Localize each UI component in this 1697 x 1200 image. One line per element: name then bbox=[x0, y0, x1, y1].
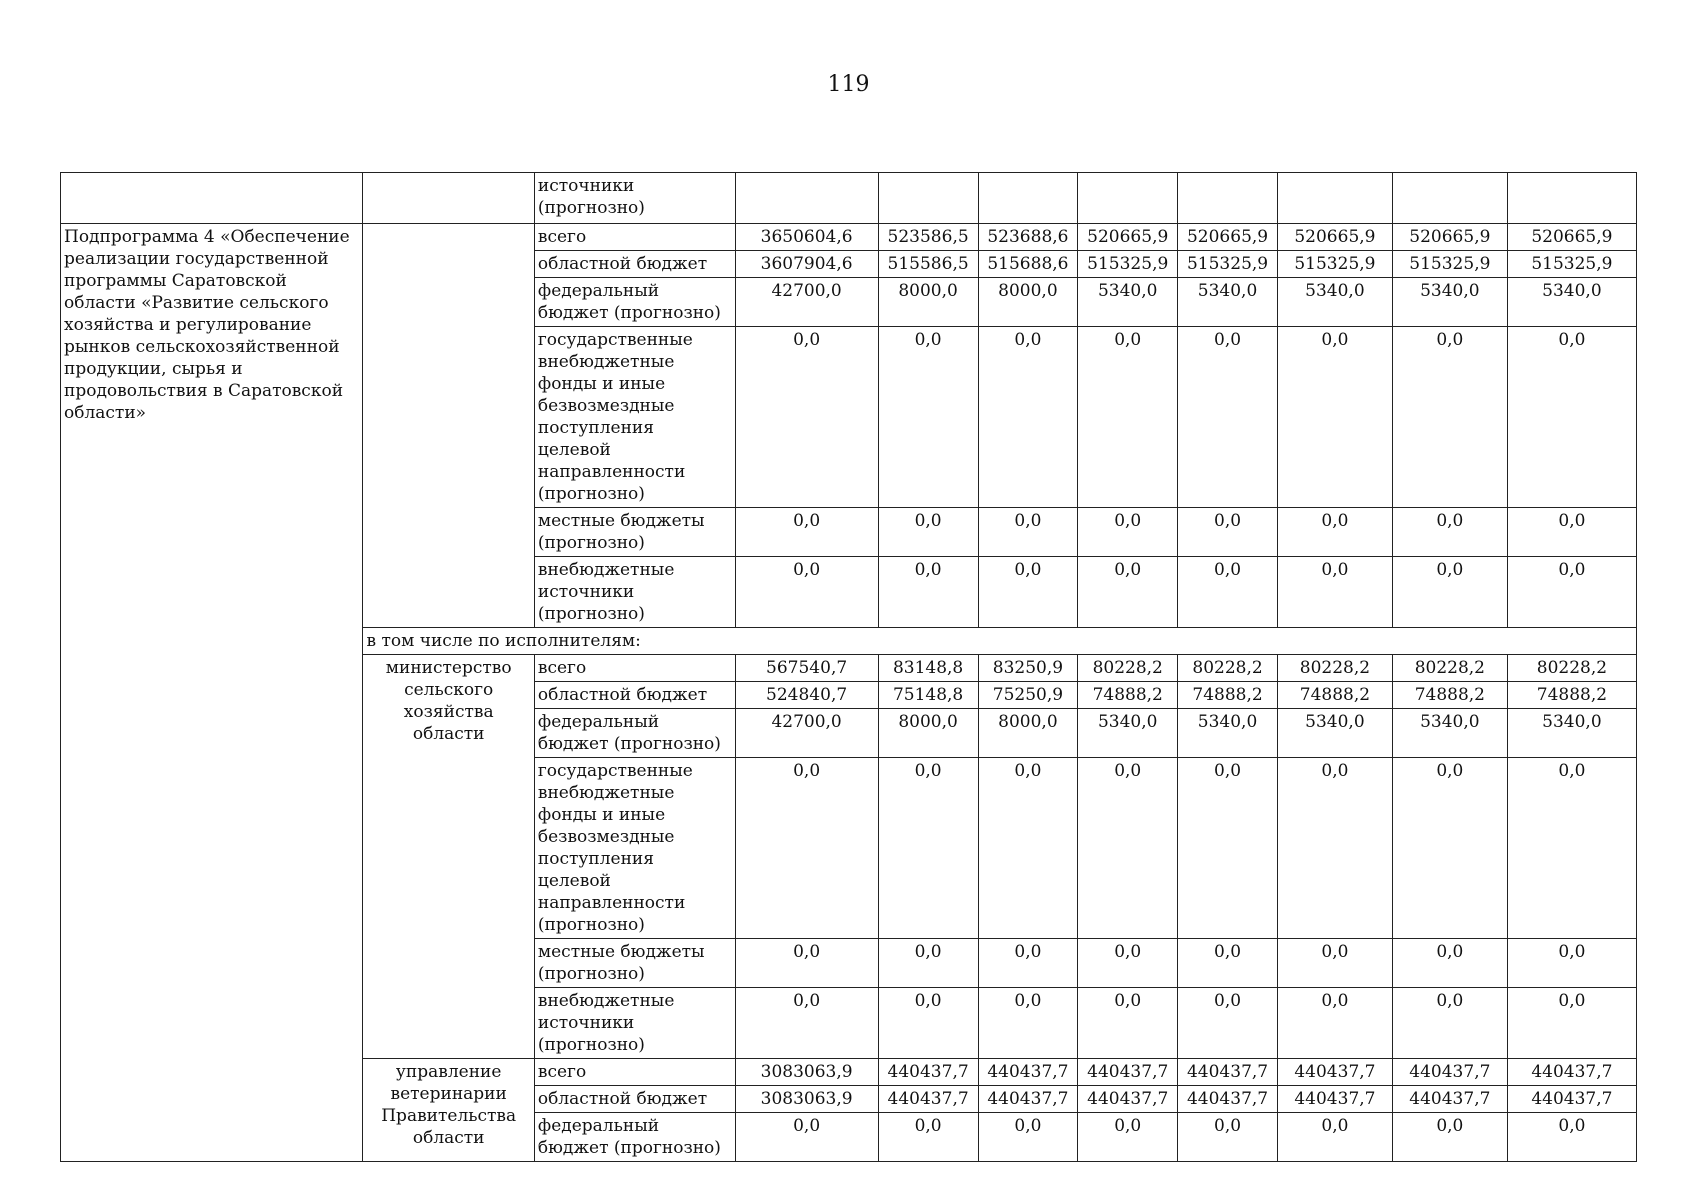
value-cell: 0,0 bbox=[1078, 508, 1178, 557]
value-cell: 0,0 bbox=[1277, 1113, 1392, 1162]
value-cell: 0,0 bbox=[978, 758, 1078, 939]
value-cell: 74888,2 bbox=[1507, 682, 1636, 709]
source-cell: источники (прогнозно) bbox=[534, 173, 735, 224]
value-cell: 440437,7 bbox=[1277, 1059, 1392, 1086]
value-cell: 0,0 bbox=[878, 508, 978, 557]
value-cell: 80228,2 bbox=[1507, 655, 1636, 682]
value-cell: 440437,7 bbox=[878, 1086, 978, 1113]
value-cell: 75148,8 bbox=[878, 682, 978, 709]
value-cell: 0,0 bbox=[1178, 988, 1278, 1059]
value-cell: 0,0 bbox=[878, 758, 978, 939]
value-cell: 0,0 bbox=[978, 939, 1078, 988]
value-cell: 0,0 bbox=[878, 988, 978, 1059]
value-cell: 520665,9 bbox=[1392, 224, 1507, 251]
value-cell: 0,0 bbox=[1078, 557, 1178, 628]
value-cell: 0,0 bbox=[978, 508, 1078, 557]
value-cell: 515325,9 bbox=[1507, 251, 1636, 278]
value-cell: 440437,7 bbox=[1507, 1059, 1636, 1086]
executor-name-cell: министерство сельского хозяйства области bbox=[363, 655, 534, 1059]
value-cell: 8000,0 bbox=[878, 278, 978, 327]
value-cell: 515325,9 bbox=[1078, 251, 1178, 278]
value-cell: 83250,9 bbox=[978, 655, 1078, 682]
value-cell: 8000,0 bbox=[878, 709, 978, 758]
value-cell: 74888,2 bbox=[1078, 682, 1178, 709]
value-cell: 0,0 bbox=[735, 557, 878, 628]
value-cell: 75250,9 bbox=[978, 682, 1078, 709]
page-number: 119 bbox=[827, 72, 870, 97]
value-cell: 0,0 bbox=[1507, 988, 1636, 1059]
value-cell: 0,0 bbox=[1277, 327, 1392, 508]
value-cell: 5340,0 bbox=[1507, 278, 1636, 327]
value-cell: 5340,0 bbox=[1392, 709, 1507, 758]
value-cell: 0,0 bbox=[978, 988, 1078, 1059]
value-cell: 515325,9 bbox=[1392, 251, 1507, 278]
value-cell: 5340,0 bbox=[1078, 709, 1178, 758]
value-cell: 0,0 bbox=[978, 1113, 1078, 1162]
value-cell: 0,0 bbox=[1277, 758, 1392, 939]
value-cell: 0,0 bbox=[1178, 1113, 1278, 1162]
value-cell: 5340,0 bbox=[1392, 278, 1507, 327]
source-cell: областной бюджет bbox=[534, 251, 735, 278]
source-cell: федеральный бюджет (прогнозно) bbox=[534, 278, 735, 327]
value-cell: 3083063,9 bbox=[735, 1086, 878, 1113]
value-cell: 0,0 bbox=[1178, 508, 1278, 557]
source-cell: местные бюджеты (прогнозно) bbox=[534, 939, 735, 988]
value-cell: 0,0 bbox=[1277, 988, 1392, 1059]
value-cell: 0,0 bbox=[1277, 939, 1392, 988]
value-cell: 8000,0 bbox=[978, 278, 1078, 327]
value-cell: 0,0 bbox=[1392, 557, 1507, 628]
value-cell: 515586,5 bbox=[878, 251, 978, 278]
source-cell: федеральный бюджет (прогнозно) bbox=[534, 709, 735, 758]
empty-cell bbox=[1277, 173, 1392, 224]
executor-name-cell: управление ветеринарии Правительства области bbox=[363, 1059, 534, 1162]
empty-cell bbox=[1078, 173, 1178, 224]
value-cell: 5340,0 bbox=[1178, 709, 1278, 758]
value-cell: 0,0 bbox=[1277, 508, 1392, 557]
source-cell: всего bbox=[534, 655, 735, 682]
table-row bbox=[61, 224, 1637, 251]
value-cell: 0,0 bbox=[1392, 758, 1507, 939]
value-cell: 0,0 bbox=[878, 1113, 978, 1162]
empty-cell bbox=[978, 173, 1078, 224]
value-cell: 0,0 bbox=[735, 988, 878, 1059]
value-cell: 0,0 bbox=[878, 939, 978, 988]
value-cell: 74888,2 bbox=[1178, 682, 1278, 709]
empty-cell bbox=[735, 173, 878, 224]
value-cell: 520665,9 bbox=[1178, 224, 1278, 251]
source-cell: всего bbox=[534, 224, 735, 251]
value-cell: 0,0 bbox=[1178, 327, 1278, 508]
empty-cell bbox=[61, 173, 363, 224]
value-cell: 0,0 bbox=[878, 327, 978, 508]
value-cell: 42700,0 bbox=[735, 278, 878, 327]
empty-cell bbox=[1178, 173, 1278, 224]
value-cell: 0,0 bbox=[1507, 1113, 1636, 1162]
source-cell: областной бюджет bbox=[534, 1086, 735, 1113]
value-cell: 5340,0 bbox=[1078, 278, 1178, 327]
value-cell: 0,0 bbox=[1078, 1113, 1178, 1162]
value-cell: 0,0 bbox=[1078, 939, 1178, 988]
value-cell: 5340,0 bbox=[1178, 278, 1278, 327]
value-cell: 80228,2 bbox=[1277, 655, 1392, 682]
value-cell: 440437,7 bbox=[1507, 1086, 1636, 1113]
value-cell: 0,0 bbox=[735, 939, 878, 988]
value-cell: 3083063,9 bbox=[735, 1059, 878, 1086]
source-cell: государственные внебюджетные фонды и иные безвозмездные поступления целевой направленности (прогнозно) bbox=[534, 758, 735, 939]
value-cell: 3607904,6 bbox=[735, 251, 878, 278]
value-cell: 0,0 bbox=[1078, 758, 1178, 939]
value-cell: 74888,2 bbox=[1277, 682, 1392, 709]
value-cell: 567540,7 bbox=[735, 655, 878, 682]
value-cell: 0,0 bbox=[1178, 758, 1278, 939]
value-cell: 524840,7 bbox=[735, 682, 878, 709]
source-cell: всего bbox=[534, 1059, 735, 1086]
value-cell: 0,0 bbox=[735, 1113, 878, 1162]
source-cell: внебюджетные источники (прогнозно) bbox=[534, 988, 735, 1059]
value-cell: 0,0 bbox=[1078, 988, 1178, 1059]
value-cell: 0,0 bbox=[1178, 557, 1278, 628]
empty-cell bbox=[363, 173, 534, 224]
value-cell: 520665,9 bbox=[1078, 224, 1178, 251]
value-cell: 440437,7 bbox=[1178, 1086, 1278, 1113]
source-cell: местные бюджеты (прогнозно) bbox=[534, 508, 735, 557]
value-cell: 0,0 bbox=[1507, 557, 1636, 628]
value-cell: 440437,7 bbox=[978, 1086, 1078, 1113]
value-cell: 80228,2 bbox=[1178, 655, 1278, 682]
value-cell: 0,0 bbox=[1507, 327, 1636, 508]
value-cell: 0,0 bbox=[978, 557, 1078, 628]
value-cell: 0,0 bbox=[735, 758, 878, 939]
value-cell: 0,0 bbox=[735, 508, 878, 557]
empty-cell bbox=[1507, 173, 1636, 224]
program-title-cell: Подпрограмма 4 «Обеспечение реализации государственной программы Саратовской области «Развитие сельского хозяйства и регулирование рынков сельскохозяйственной продукции, сырья и продовольствия в Саратовской области» bbox=[61, 224, 363, 1162]
value-cell: 520665,9 bbox=[1277, 224, 1392, 251]
table-row bbox=[61, 173, 1637, 224]
executors-label: в том числе по исполнителям: bbox=[363, 628, 1637, 655]
value-cell: 440437,7 bbox=[1178, 1059, 1278, 1086]
value-cell: 515325,9 bbox=[1178, 251, 1278, 278]
budget-table bbox=[60, 172, 1637, 1162]
value-cell: 80228,2 bbox=[1392, 655, 1507, 682]
value-cell: 0,0 bbox=[1392, 327, 1507, 508]
value-cell: 0,0 bbox=[1392, 988, 1507, 1059]
value-cell: 42700,0 bbox=[735, 709, 878, 758]
value-cell: 0,0 bbox=[878, 557, 978, 628]
empty-cell bbox=[878, 173, 978, 224]
value-cell: 515325,9 bbox=[1277, 251, 1392, 278]
value-cell: 0,0 bbox=[1392, 1113, 1507, 1162]
source-cell: федеральный бюджет (прогнозно) bbox=[534, 1113, 735, 1162]
value-cell: 5340,0 bbox=[1277, 709, 1392, 758]
empty-cell bbox=[1392, 173, 1507, 224]
value-cell: 0,0 bbox=[1277, 557, 1392, 628]
value-cell: 8000,0 bbox=[978, 709, 1078, 758]
source-cell: областной бюджет bbox=[534, 682, 735, 709]
value-cell: 0,0 bbox=[1507, 939, 1636, 988]
empty-cell bbox=[363, 224, 534, 628]
value-cell: 0,0 bbox=[1392, 939, 1507, 988]
value-cell: 0,0 bbox=[735, 327, 878, 508]
value-cell: 440437,7 bbox=[1392, 1059, 1507, 1086]
value-cell: 440437,7 bbox=[978, 1059, 1078, 1086]
value-cell: 0,0 bbox=[1507, 758, 1636, 939]
value-cell: 515688,6 bbox=[978, 251, 1078, 278]
value-cell: 440437,7 bbox=[878, 1059, 978, 1086]
value-cell: 80228,2 bbox=[1078, 655, 1178, 682]
source-cell: государственные внебюджетные фонды и иные безвозмездные поступления целевой направленности (прогнозно) bbox=[534, 327, 735, 508]
value-cell: 83148,8 bbox=[878, 655, 978, 682]
value-cell: 520665,9 bbox=[1507, 224, 1636, 251]
value-cell: 74888,2 bbox=[1392, 682, 1507, 709]
value-cell: 523586,5 bbox=[878, 224, 978, 251]
value-cell: 440437,7 bbox=[1392, 1086, 1507, 1113]
value-cell: 0,0 bbox=[1392, 508, 1507, 557]
value-cell: 0,0 bbox=[1078, 327, 1178, 508]
value-cell: 523688,6 bbox=[978, 224, 1078, 251]
source-cell: внебюджетные источники (прогнозно) bbox=[534, 557, 735, 628]
value-cell: 0,0 bbox=[978, 327, 1078, 508]
value-cell: 440437,7 bbox=[1277, 1086, 1392, 1113]
value-cell: 440437,7 bbox=[1078, 1086, 1178, 1113]
value-cell: 440437,7 bbox=[1078, 1059, 1178, 1086]
value-cell: 0,0 bbox=[1178, 939, 1278, 988]
value-cell: 5340,0 bbox=[1507, 709, 1636, 758]
value-cell: 5340,0 bbox=[1277, 278, 1392, 327]
value-cell: 3650604,6 bbox=[735, 224, 878, 251]
value-cell: 0,0 bbox=[1507, 508, 1636, 557]
